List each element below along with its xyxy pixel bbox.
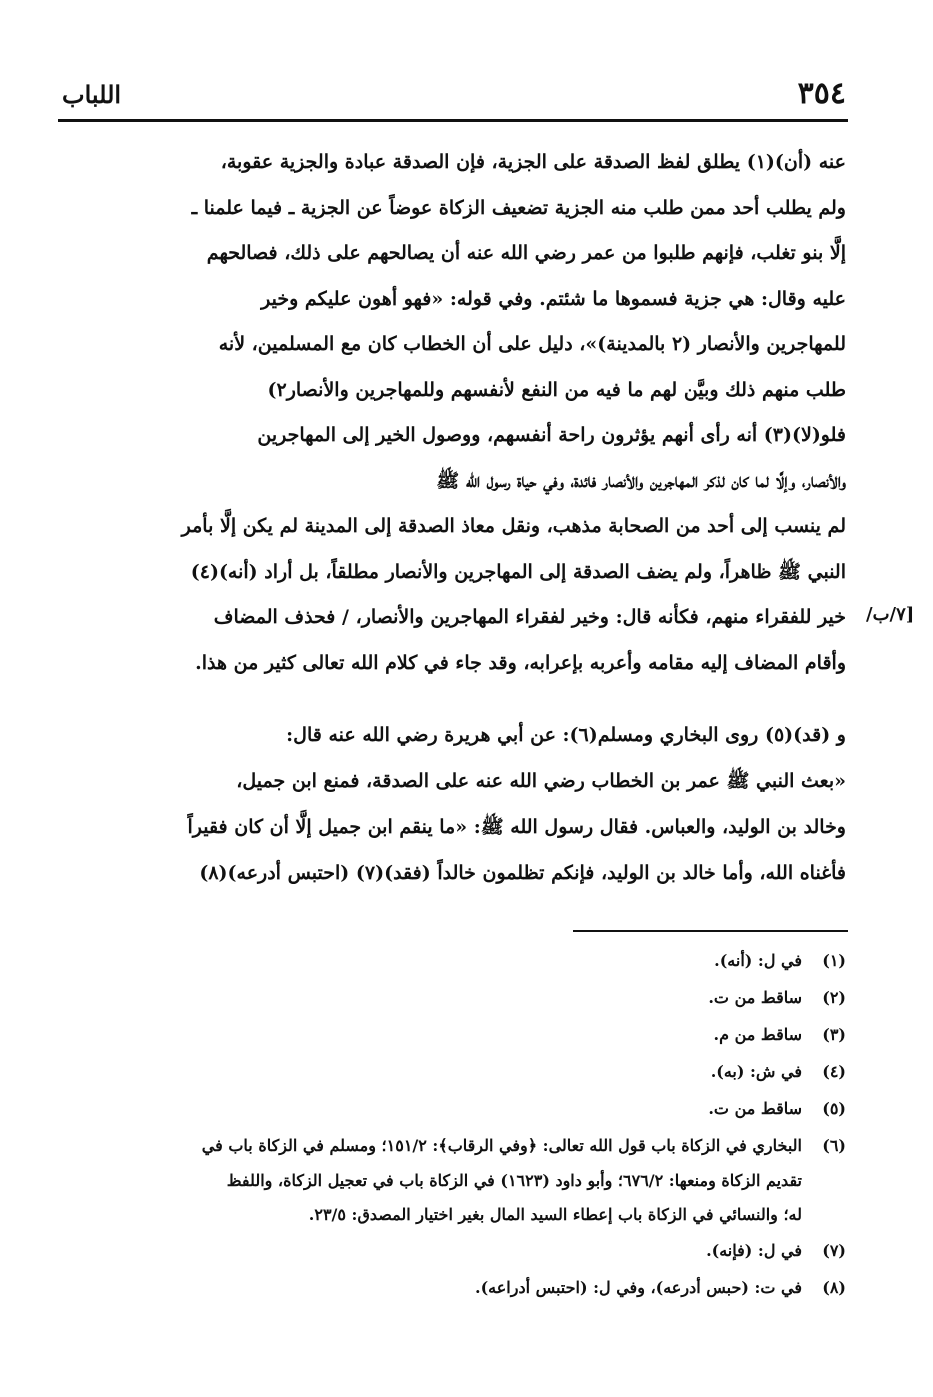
footnote-text: ساقط من ت. — [708, 1099, 802, 1118]
text-line: لم ينسب إلى أحد من الصحابة مذهب، ونقل معاذ الصدقة إلى المدينة لم يكن إلَّا بأمر — [181, 515, 846, 537]
footnote-text: ساقط من م. — [713, 1025, 802, 1044]
text-line: «بعث النبي ﷺ عمر بن الخطاب رضي الله عنه على الصدقة، فمنع ابن جميل، — [236, 770, 846, 792]
main-paragraph — [62, 140, 846, 686]
text-line: للمهاجرين والأنصار (٢ بالمدينة)»، دليل على أن الخطاب كان مع المسلمين، لأنه — [218, 333, 846, 355]
header-rule — [58, 119, 848, 122]
footnote-separator — [573, 930, 848, 932]
manuscript-folio-marker: /٧/ب] — [866, 604, 915, 625]
footnote-text: في ت: (حبس أدرعه)، وفي ل: (احتبس أدراعه). — [475, 1278, 802, 1297]
text-line: والأنصار، وإلَّا لما كان لذكر المهاجرين والأنصار فائدة، وفي حياة رسول الله ﷺ — [436, 469, 846, 492]
text-line: وأقام المضاف إليه مقامه وأعربه بإعرابه، وقد جاء في كلام الله تعالى كثير من هذا. — [195, 651, 846, 674]
text-line: خير للفقراء منهم، فكأنه قال: وخير لفقراء المهاجرين والأنصار، / فحذف المضاف — [213, 606, 846, 628]
footnote — [62, 1232, 846, 1269]
hadith-paragraph — [62, 712, 846, 896]
text-line: إلَّا بنو تغلب، فإنهم طلبوا من عمر رضي الله عنه أن يصالحهم على ذلك، فصالحهم — [206, 242, 846, 264]
text-line: طلب منهم ذلك وبيَّن لهم ما فيه من النفع لأنفسهم وللمهاجرين والأنصار٢) — [267, 378, 846, 401]
page-header — [62, 74, 846, 114]
footnote-number: (٨) — [822, 1278, 846, 1297]
running-title: اللباب — [62, 80, 122, 109]
footnote-text: البخاري في الزكاة باب قول الله تعالى: ﴿وفي الرقاب﴾: ١٥١/٢؛ ومسلم في الزكاة باب في — [201, 1136, 802, 1155]
footnote — [62, 1016, 846, 1053]
footnote-number: (٤) — [822, 1062, 846, 1081]
footnote — [62, 1127, 846, 1164]
text-line: عليه وقال: هي جزية فسموها ما شئتم. وفي قوله: «فهو أهون عليكم وخير — [261, 287, 846, 310]
footnote-number: (٢) — [822, 988, 846, 1007]
footnote — [62, 1090, 846, 1127]
footnote — [62, 1053, 846, 1090]
footnote-continuation: تقديم الزكاة ومنعها: ٦٧٦/٢؛ وأبو داود (١٦٢٣) في الزكاة باب في تعجيل الزكاة، واللفظ — [226, 1171, 802, 1190]
footnote — [62, 979, 846, 1016]
footnote-number: (٥) — [822, 1099, 846, 1118]
text-line: فأغناه الله، وأما خالد بن الوليد، فإنكم تظلمون خالداً (فقد)(٧) (احتبس أدرعه)(٨) — [199, 862, 846, 884]
footnote-text: في ل: (أنه). — [714, 951, 802, 970]
footnotes — [62, 942, 846, 1306]
footnote — [62, 1269, 846, 1306]
footnote-number: (٧) — [822, 1241, 846, 1260]
footnote-number: (٦) — [822, 1136, 846, 1155]
text-line: عنه (أن)(١) يطلق لفظ الصدقة على الجزية، فإن الصدقة عبادة والجزية عقوبة، — [220, 151, 846, 173]
footnote — [62, 942, 846, 979]
footnote-number: (١) — [822, 951, 846, 970]
text-line: و (قد)(٥) روى البخاري ومسلم(٦): عن أبي هريرة رضي الله عنه قال: — [286, 724, 846, 746]
text-line: النبي ﷺ ظاهراً، ولم يضف الصدقة إلى المهاجرين والأنصار مطلقاً، بل أراد (أنه)(٤) — [190, 560, 846, 583]
text-line: ولم يطلب أحد ممن طلب منه الجزية تضعيف الزكاة عوضاً عن الجزية ـ فيما علمنا ـ — [191, 196, 846, 219]
page-number: ٣٥٤ — [797, 76, 846, 111]
footnote-number: (٣) — [822, 1025, 846, 1044]
footnote-continuation: له؛ والنسائي في الزكاة باب إعطاء السيد المال بغير اختيار المصدق: ٢٣/٥. — [308, 1205, 802, 1224]
footnote-text: في ش: (به). — [710, 1062, 802, 1081]
text-line: فلو(لا)(٣) أنه رأى أنهم يؤثرون راحة أنفسهم، ووصول الخير إلى المهاجرين — [257, 424, 846, 446]
text-line: وخالد بن الوليد، والعباس. فقال رسول الله ﷺ: «ما ينقم ابن جميل إلَّا أن كان فقيراً — [187, 816, 846, 838]
footnote-text: في ل: (فإنه). — [706, 1241, 802, 1260]
footnote-text: ساقط من ت. — [708, 988, 802, 1007]
